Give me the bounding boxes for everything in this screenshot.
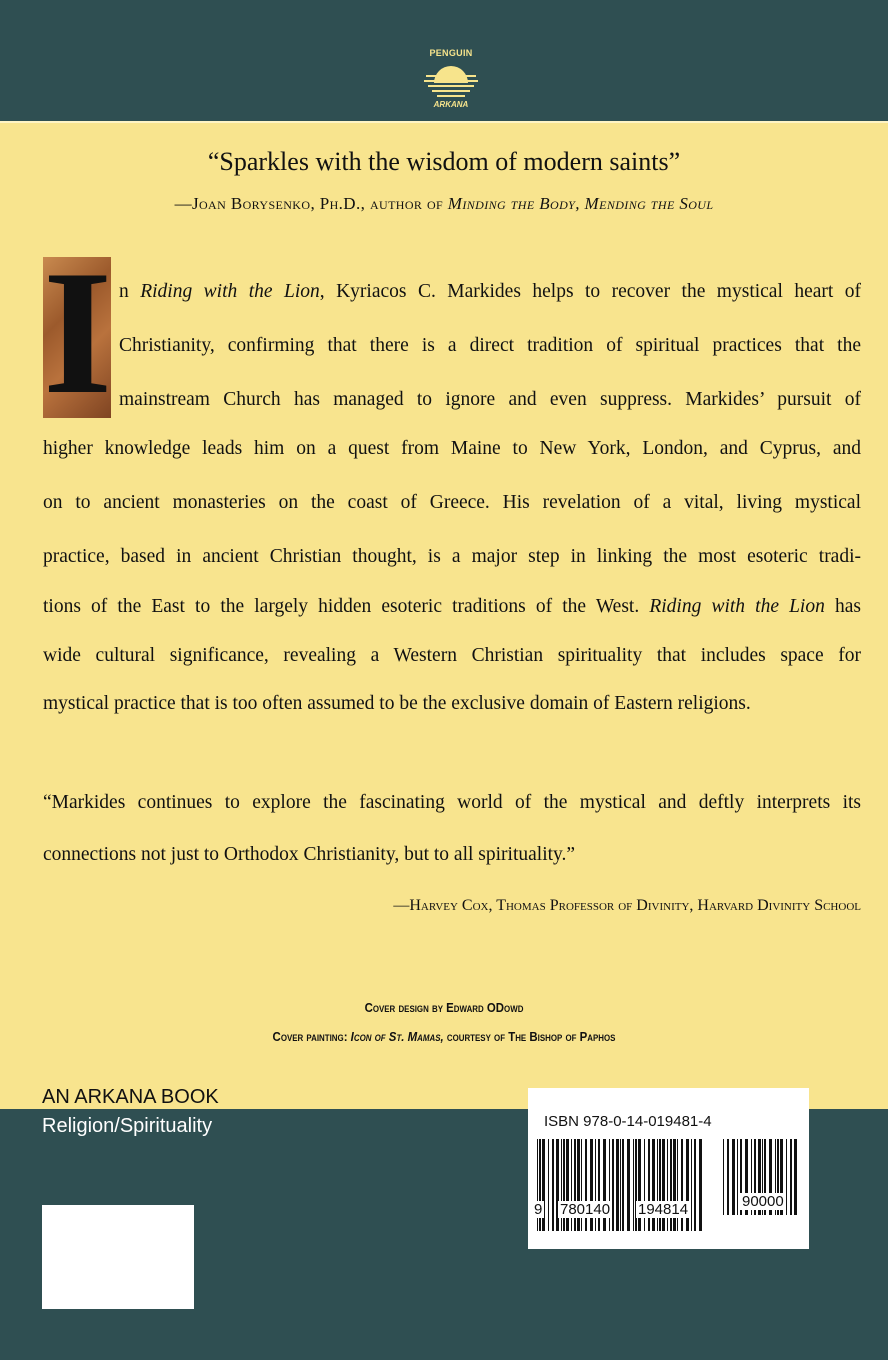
- drop-cap-letter: I: [43, 233, 113, 431]
- cover-design-credit: Cover design by Edward ODowd: [364, 1000, 524, 1015]
- second-quote-attribution: —Harvey Cox, Thomas Professor of Divinity, Harvard Divinity School: [393, 897, 861, 914]
- publisher-logo: [414, 48, 488, 112]
- description-line: [43, 546, 861, 568]
- barcode-addon-digits: 90000: [742, 1193, 784, 1210]
- sun-logo-icon: [424, 61, 478, 101]
- description-line: [119, 389, 861, 411]
- isbn-label: ISBN 978-0-14-019481-4: [544, 1113, 712, 1130]
- category-label: Religion/Spirituality: [42, 1115, 213, 1137]
- description-text: Christianity, confirming that there is a direct tradition of spiritual practices that the: [119, 335, 861, 356]
- barcode-panel: [528, 1088, 809, 1249]
- painting-prefix: Cover painting:: [272, 1029, 351, 1044]
- price-sticker-area: [42, 1205, 194, 1309]
- description-text: practice, based in ancient Christian thought, is a major step in linking the most esoteric tradi-: [43, 546, 861, 567]
- description-line: [119, 335, 861, 357]
- painting-title: Icon of St. Mamas,: [350, 1029, 444, 1044]
- description-text: , Kyriacos C. Markides helps to recover the mystical heart of: [319, 281, 862, 302]
- description-text: mainstream Church has managed to ignore and even suppress. Markides’ pursuit of: [119, 389, 861, 410]
- attribution-book: Minding the Body, Mending the Soul: [447, 194, 714, 213]
- description-text: n: [119, 281, 141, 302]
- description-line: [119, 281, 861, 303]
- description-line: [43, 438, 861, 460]
- description-text: mystical practice that is too often assumed to be the exclusive domain of Eastern religions.: [43, 693, 751, 714]
- attribution-prefix: —Joan Borysenko, Ph.D., author of: [174, 194, 448, 213]
- description-text: Riding with the Lion: [649, 596, 825, 617]
- description-line: [43, 596, 861, 618]
- description-text: on to ancient monasteries on the coast of Greece. His revelation of a vital, living mystical: [43, 492, 861, 513]
- logo-top-text: PENGUIN: [429, 48, 473, 58]
- second-quote-line: connections not just to Orthodox Christianity, but to all spirituality.”: [43, 844, 576, 865]
- description-text: has: [824, 596, 861, 617]
- description-text: higher knowledge leads him on a quest from Maine to New York, London, and Cyprus, and: [43, 438, 861, 459]
- imprint-label: AN ARKANA BOOK: [42, 1086, 219, 1108]
- second-quote-line: “Markides continues to explore the fascinating world of the mystical and deftly interprets its: [43, 792, 861, 813]
- description-line: [43, 492, 861, 514]
- logo-bottom-text: ARKANA: [433, 100, 469, 109]
- description-text: Riding with the Lion: [140, 281, 320, 302]
- barcode-group-1: 780140: [560, 1201, 611, 1218]
- description-text: wide cultural significance, revealing a Western Christian spirituality that includes space for: [43, 645, 861, 666]
- description-text: tions of the East to the largely hidden esoteric traditions of the West.: [43, 596, 650, 617]
- drop-cap-illumination: [43, 233, 113, 431]
- description-line: [43, 693, 861, 715]
- cover-painting-credit: [53, 1029, 834, 1044]
- headline-attribution: [0, 194, 888, 214]
- headline-quote: “Sparkles with the wisdom of modern saints”: [207, 147, 681, 176]
- description-line: [43, 645, 861, 667]
- painting-suffix: courtesy of The Bishop of Paphos: [443, 1029, 616, 1044]
- barcode-lead-digit: 9: [534, 1201, 543, 1218]
- barcode-group-2: 194814: [638, 1201, 689, 1218]
